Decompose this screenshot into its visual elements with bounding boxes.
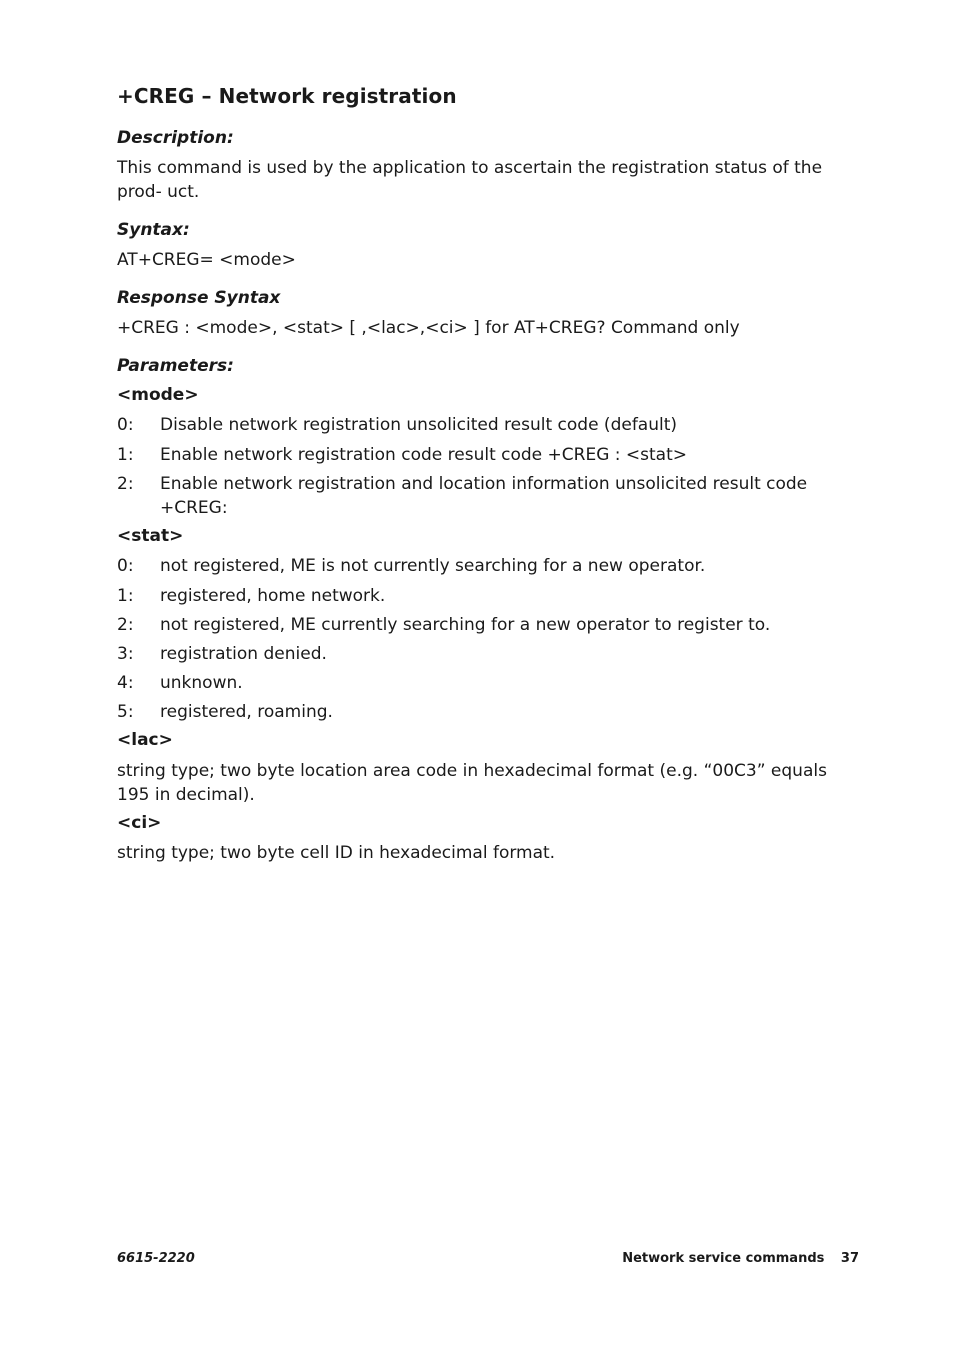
list-item-text: Disable network registration unsolicited result code (default) [160,415,678,435]
list-item [117,613,859,637]
list-item [117,584,859,608]
list-item [117,700,859,724]
footer-section-title: Network service commands [622,1251,825,1266]
list-item [117,671,859,695]
list-item-number: 2: [117,474,134,494]
footer-section [622,1251,859,1266]
list-item-number: 4: [117,673,134,693]
description-heading: Description: [117,128,234,148]
syntax-heading: Syntax: [117,220,190,240]
description-text: This command is used by the application to ascertain the registration status of the prod- uct. [117,158,823,202]
list-item [117,642,859,666]
list-item-number: 2: [117,615,134,635]
list-item-number: 1: [117,586,134,606]
list-item-text: Enable network registration and location information unsolicited result code +CREG: [160,474,808,518]
list-item-text: Enable network registration code result code +CREG : <stat> [160,445,688,465]
param-lac-name: <lac> [117,730,173,750]
list-item-number: 5: [117,702,134,722]
list-item [117,413,859,437]
list-item-text: registration denied. [160,644,327,664]
list-item-text: not registered, ME is not currently searching for a new operator. [160,556,706,576]
parameters-heading: Parameters: [117,356,234,376]
syntax-text: AT+CREG= <mode> [117,250,296,270]
list-item [117,472,859,520]
footer-page-number: 37 [840,1251,859,1266]
list-item-number: 3: [117,644,134,664]
footer-doc-number: 6615-2220 [117,1251,195,1266]
response-syntax-text: +CREG : <mode>, <stat> [ ,<lac>,<ci> ] for AT+CREG? Command only [117,318,740,338]
list-item [117,443,859,467]
list-item-number: 0: [117,415,134,435]
param-ci-text: string type; two byte cell ID in hexadecimal format. [117,843,556,863]
param-mode-name: <mode> [117,385,199,405]
list-item-text: unknown. [160,673,243,693]
param-ci-name: <ci> [117,813,162,833]
page-title: +CREG – Network registration [117,84,457,108]
param-stat-name: <stat> [117,526,184,546]
response-syntax-heading: Response Syntax [117,288,281,308]
list-item [117,554,859,578]
list-item-text: not registered, ME currently searching for a new operator to register to. [160,615,771,635]
list-item-number: 0: [117,556,134,576]
list-item-text: registered, roaming. [160,702,333,722]
list-item-number: 1: [117,445,134,465]
list-item-text: registered, home network. [160,586,386,606]
param-lac-text: string type; two byte location area code in hexadecimal format (e.g. “00C3” equals 195 in decimal). [117,761,827,805]
